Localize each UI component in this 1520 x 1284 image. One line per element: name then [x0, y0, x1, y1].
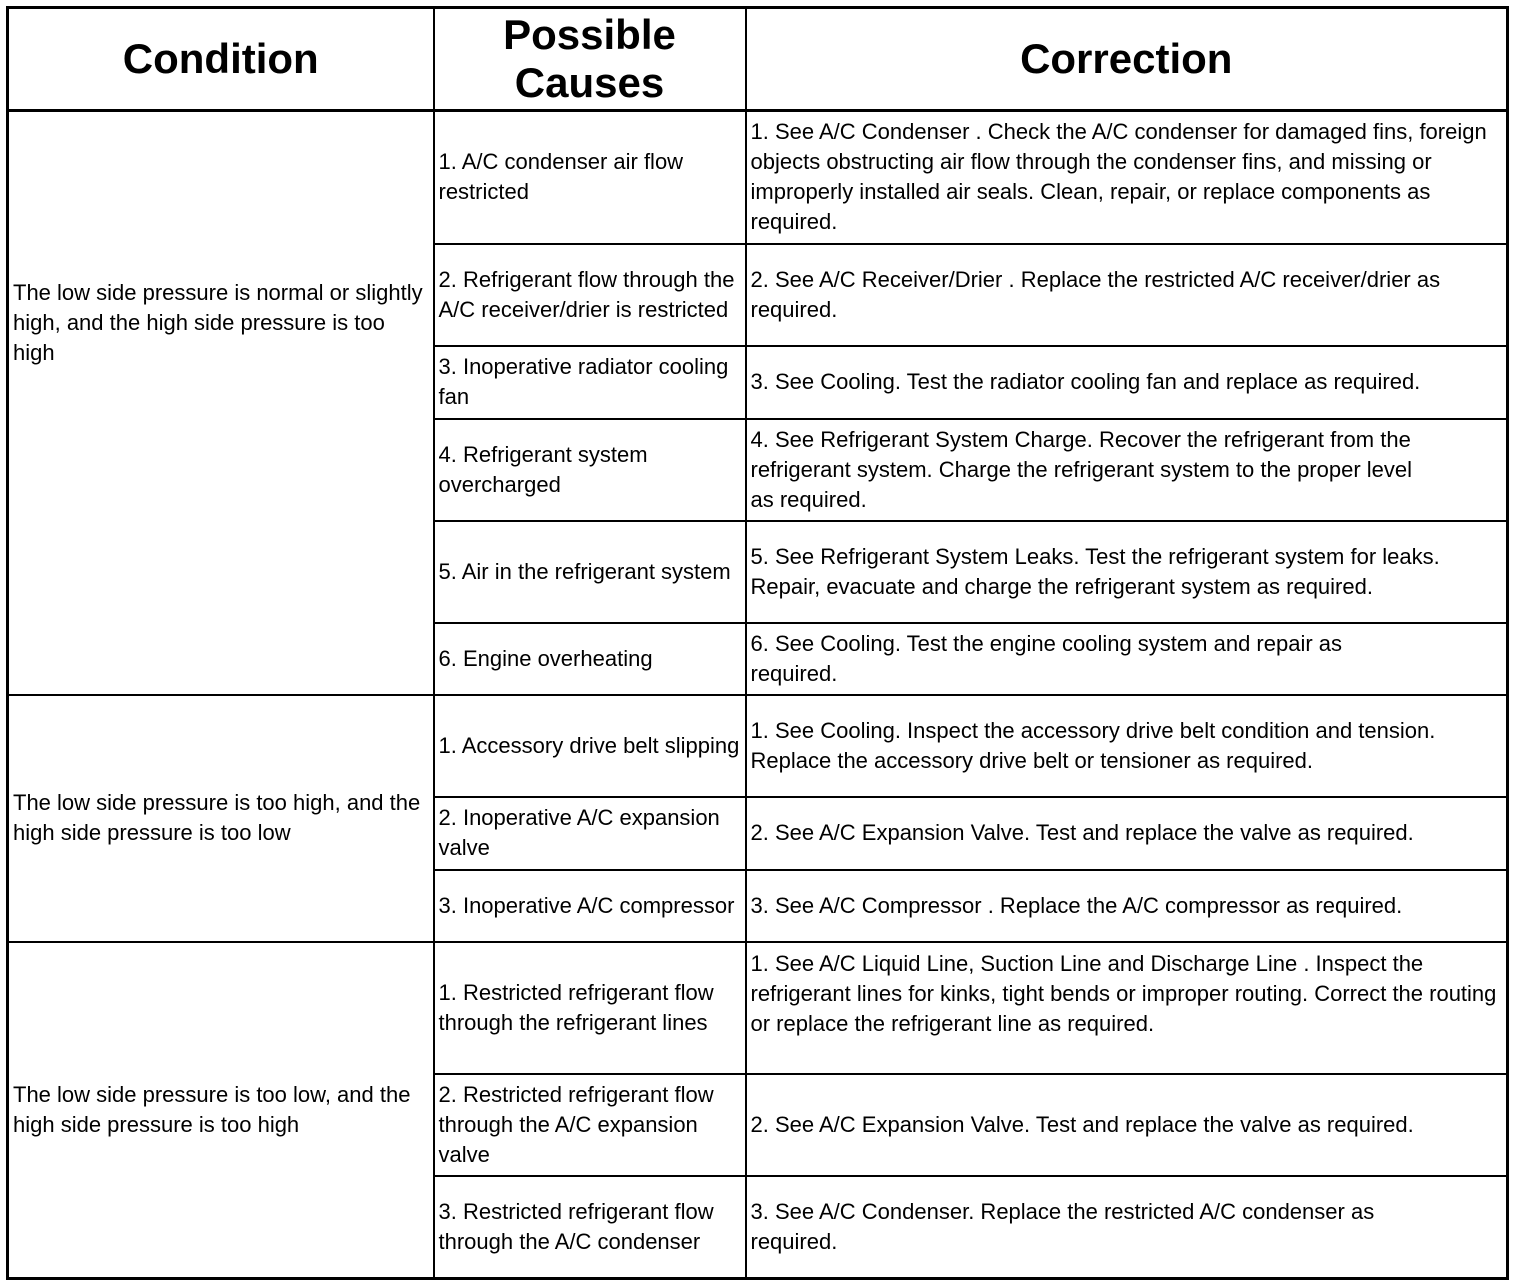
cause-cell [434, 419, 746, 521]
header-row [8, 8, 1508, 111]
correction-cell [746, 695, 1508, 797]
cause-cell [434, 1176, 746, 1279]
correction-text: 3. See A/C Condenser. Replace the restricted A/C condenser as required. [750, 1198, 1375, 1254]
correction-text: 2. See A/C Receiver/Drier . Replace the restricted A/C receiver/drier as required. [750, 266, 1441, 322]
condition-text: The low side pressure is normal or slightly high, and the high side pressure is too high [13, 279, 423, 365]
correction-text: 2. See A/C Expansion Valve. Test and replace the valve as required. [750, 820, 1414, 845]
correction-cell [746, 244, 1508, 346]
condition-cell [8, 111, 434, 695]
correction-text: 3. See Cooling. Test the radiator cooling fan and replace as required. [750, 369, 1421, 394]
cause-cell [434, 111, 746, 244]
cause-text: 5. Air in the refrigerant system [438, 558, 731, 584]
cause-cell [434, 695, 746, 797]
cause-text: 1. Accessory drive belt slipping [438, 732, 740, 758]
cause-text: 6. Engine overheating [438, 645, 653, 671]
diagnostic-sheet [6, 6, 1506, 1278]
cause-text: 2. Inoperative A/C expansion valve [438, 805, 720, 860]
correction-cell [746, 1074, 1508, 1176]
header-condition: Condition [8, 8, 434, 111]
table-row [8, 111, 1508, 244]
cause-cell [434, 346, 746, 419]
cause-cell [434, 1074, 746, 1176]
cause-cell [434, 797, 746, 870]
cause-cell [434, 244, 746, 346]
correction-text: 2. See A/C Expansion Valve. Test and replace the valve as required. [750, 1111, 1414, 1137]
correction-text: 1. See A/C Condenser . Check the A/C condenser for damaged fins, foreign objects obstructing air flow through the condenser fins, and missing or improperly installed air seals. Clean, repair, or replace components as required. [750, 119, 1487, 235]
cause-text: 3. Inoperative radiator cooling fan [438, 354, 729, 409]
correction-cell [746, 623, 1508, 695]
correction-cell [746, 1176, 1508, 1279]
correction-text: 6. See Cooling. Test the engine cooling system and repair as required. [750, 630, 1343, 686]
correction-cell [746, 521, 1508, 623]
correction-text: 5. See Refrigerant System Leaks. Test the refrigerant system for leaks. Repair, evacuate and charge the refrigerant system as required. [750, 543, 1440, 599]
table-row [8, 695, 1508, 797]
correction-cell [746, 419, 1508, 521]
cause-text: 3. Restricted refrigerant flow through the A/C condenser [438, 1198, 714, 1254]
header-possible-causes: Possible Causes [434, 8, 746, 111]
header-correction: Correction [746, 8, 1508, 111]
cause-text: 1. Restricted refrigerant flow through the refrigerant lines [438, 979, 714, 1035]
cause-cell [434, 623, 746, 695]
cause-text: 3. Inoperative A/C compressor [438, 892, 735, 918]
diagnostic-table [6, 6, 1509, 1280]
correction-cell [746, 870, 1508, 942]
condition-cell [8, 942, 434, 1279]
cause-cell [434, 870, 746, 942]
correction-cell [746, 797, 1508, 870]
condition-cell [8, 695, 434, 942]
cause-text: 1. A/C condenser air flow restricted [438, 149, 684, 205]
correction-text: 1. See A/C Liquid Line, Suction Line and Discharge Line . Inspect the refrigerant lines for kinks, tight bends or improper routing. Correct the routing or replace the refrigerant line as required. [750, 950, 1497, 1036]
condition-text: The low side pressure is too low, and the high side pressure is too high [13, 1081, 411, 1137]
correction-text: 4. See Refrigerant System Charge. Recover the refrigerant from the refrigerant system. Charge the refrigerant system to the proper level as required. [750, 426, 1413, 512]
correction-cell [746, 111, 1508, 244]
correction-text: 1. See Cooling. Inspect the accessory drive belt condition and tension. Replace the accessory drive belt or tensioner as required. [750, 717, 1436, 773]
correction-cell [746, 346, 1508, 419]
condition-text: The low side pressure is too high, and the high side pressure is too low [13, 790, 421, 845]
cause-cell [434, 521, 746, 623]
correction-text: 3. See A/C Compressor . Replace the A/C compressor as required. [750, 892, 1403, 918]
correction-cell [746, 942, 1508, 1074]
cause-text: 2. Restricted refrigerant flow through the A/C expansion valve [438, 1081, 714, 1167]
cause-text: 4. Refrigerant system overcharged [438, 441, 648, 497]
cause-text: 2. Refrigerant flow through the A/C receiver/drier is restricted [438, 266, 735, 322]
cause-cell [434, 942, 746, 1074]
table-row [8, 942, 1508, 1074]
